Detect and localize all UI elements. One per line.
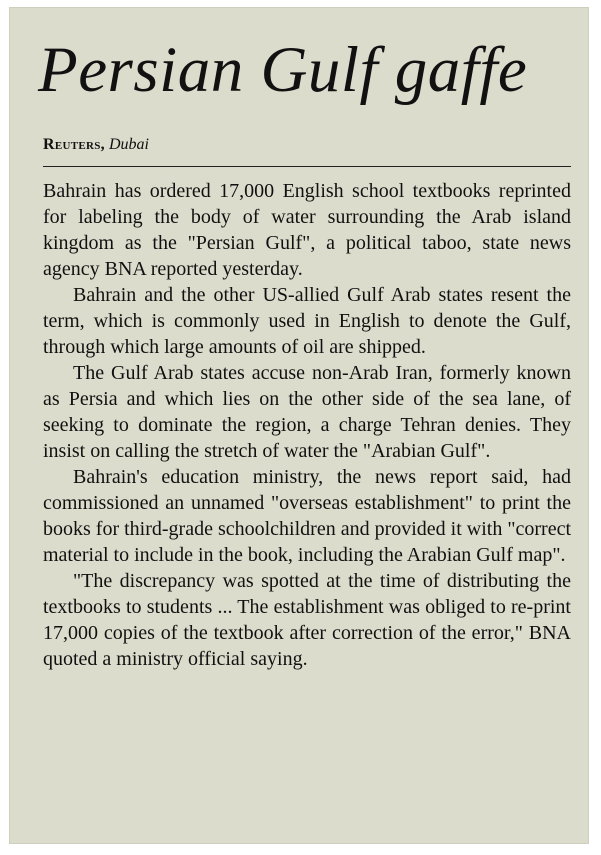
byline-agency: Reuters, (43, 136, 105, 153)
paragraph-3: The Gulf Arab states accuse non-Arab Iran, formerly known as Persia and which lies on the other side of the sea lane, of seeking to dominate the region, a charge Tehran denies. They insist on calling the stretch of water the "Arabian Gulf". (43, 362, 571, 462)
byline (43, 136, 149, 154)
news-clipping (10, 8, 588, 843)
paragraph-2: Bahrain and the other US-allied Gulf Arab states resent the term, which is commonly used in English to denote the Gulf, through which large amounts of oil are shipped. (43, 284, 571, 358)
divider-rule (43, 166, 571, 167)
paragraph-4: Bahrain's education ministry, the news report said, had commissioned an unnamed "overseas establishment" to print the books for third-grade schoolchildren and provided it with "correct material to include in the book, including the Arabian Gulf map". (43, 466, 572, 566)
headline: Persian Gulf gaffe (38, 34, 528, 106)
paragraph-1: Bahrain has ordered 17,000 English school textbooks reprinted for labeling the body of water surrounding the Arab island kingdom as the "Persian Gulf", a political taboo, state news agency BNA reported yesterday. (43, 180, 571, 280)
article-body (43, 178, 571, 672)
byline-place: Dubai (108, 136, 149, 153)
paragraph-5: "The discrepancy was spotted at the time of distributing the textbooks to students ... The establishment was obliged to re-print 17,000 copies of the textbook after correction of the error," BNA quoted a ministry official saying. (43, 570, 571, 670)
